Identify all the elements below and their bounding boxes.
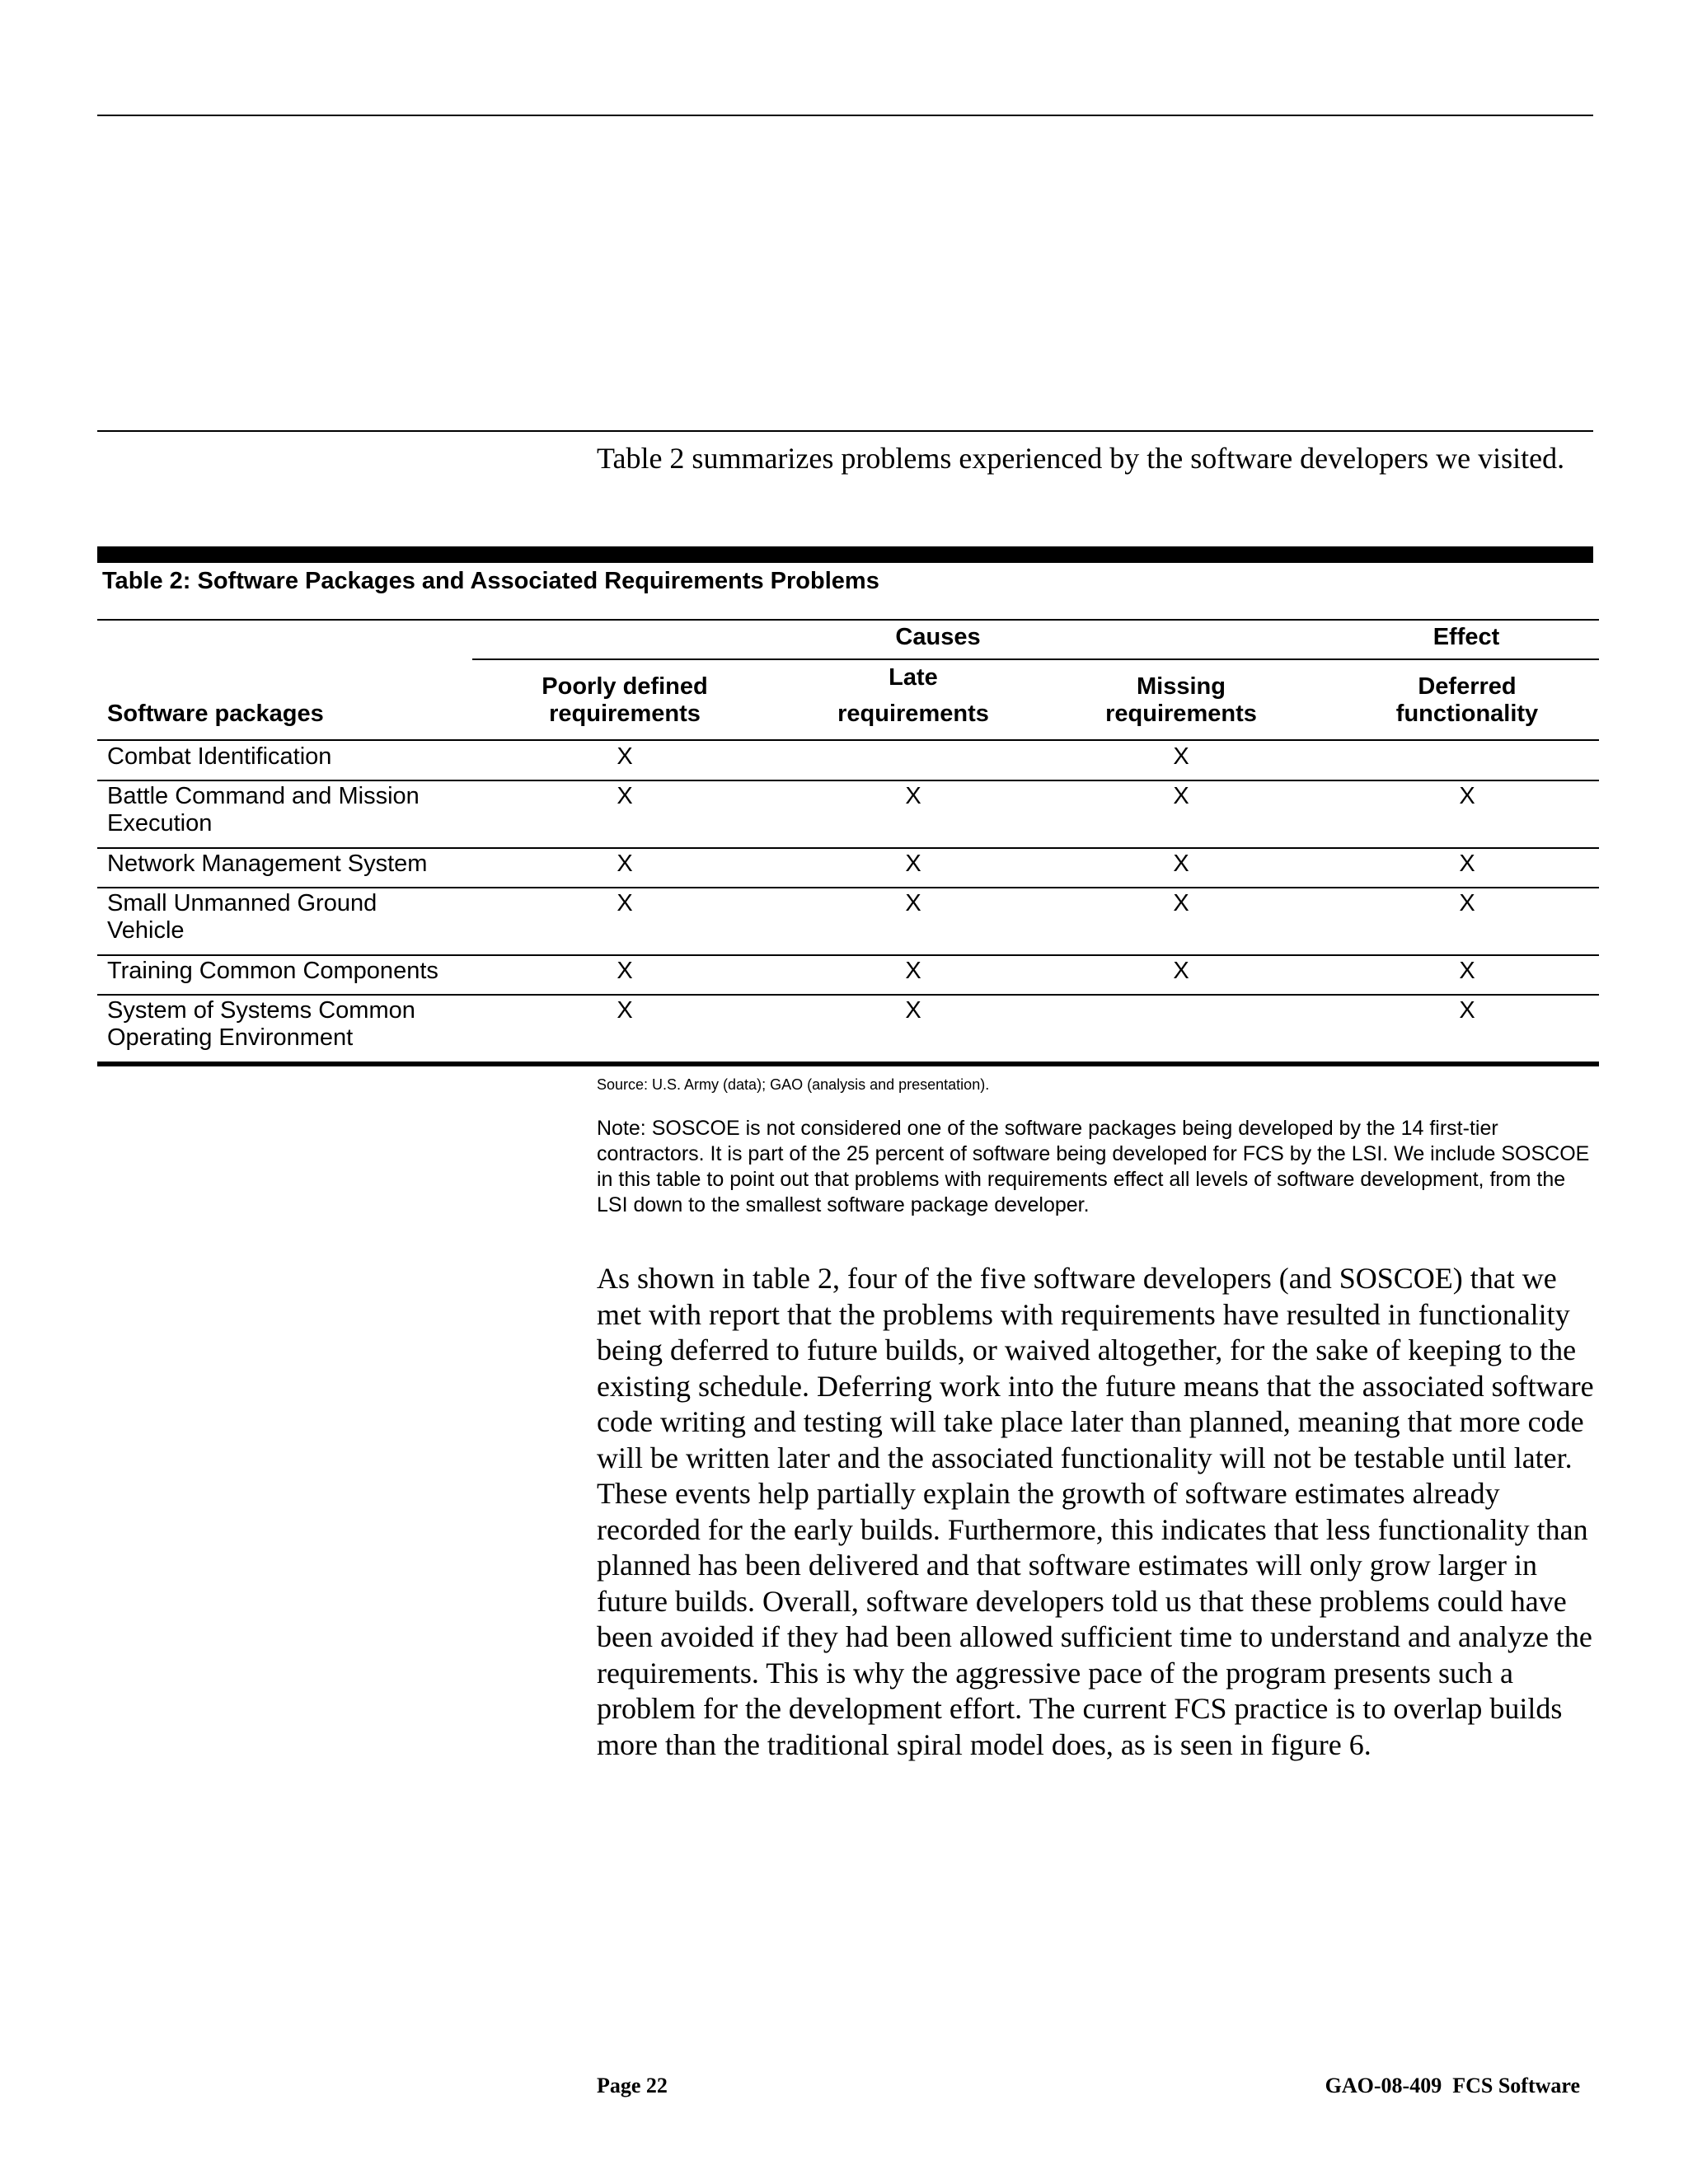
causes-group-rule bbox=[472, 658, 1404, 660]
col-deferred-line2: functionality bbox=[1395, 701, 1539, 727]
header-bottom-rule bbox=[97, 739, 1599, 741]
col-poorly-defined-line1: Poorly defined bbox=[542, 673, 708, 700]
col-late-line1: Late bbox=[889, 664, 938, 691]
table-top-bar bbox=[97, 546, 1593, 563]
cell-deferred: X bbox=[1459, 958, 1475, 984]
table-bottom-rule bbox=[97, 1062, 1599, 1066]
col-late bbox=[814, 664, 1012, 728]
report-id bbox=[1325, 2073, 1580, 2099]
row-name: Combat Identification bbox=[107, 743, 332, 770]
row-name-line2: Vehicle bbox=[107, 917, 185, 944]
cell-missing: X bbox=[1173, 958, 1189, 984]
table-source: Source: U.S. Army (data); GAO (analysis and presentation). bbox=[597, 1076, 990, 1093]
cell-late: X bbox=[905, 851, 921, 877]
cell-deferred: X bbox=[1459, 851, 1475, 877]
cell-late: X bbox=[905, 890, 921, 916]
causes-header: Causes bbox=[895, 624, 981, 650]
row-name: Network Management System bbox=[107, 851, 428, 877]
col-missing bbox=[1082, 673, 1280, 728]
col-deferred bbox=[1368, 673, 1566, 728]
effect-header: Effect bbox=[1432, 624, 1500, 650]
cell-poorly: X bbox=[617, 743, 633, 770]
cell-poorly: X bbox=[617, 958, 633, 984]
report-id-text: GAO-08-409 FCS Software bbox=[1325, 2074, 1580, 2097]
cell-poorly: X bbox=[617, 783, 633, 809]
cell-poorly: X bbox=[617, 997, 633, 1024]
row-name bbox=[107, 783, 420, 837]
row-rule bbox=[97, 954, 1599, 956]
row-rule bbox=[97, 994, 1599, 996]
row-name-line1: Battle Command and Mission bbox=[107, 783, 420, 809]
cell-deferred: X bbox=[1459, 890, 1475, 916]
section-rule bbox=[97, 430, 1593, 432]
col-poorly-defined-line2: requirements bbox=[549, 701, 701, 727]
cell-missing: X bbox=[1173, 890, 1189, 916]
cell-deferred: X bbox=[1459, 997, 1475, 1024]
body-paragraph: As shown in table 2, four of the five software developers (and SOSCOE) that we met with report that the problems with requirements have resulted in functionality being deferred to future builds, or waived altogether, for the sake of keeping to the existing schedule. Deferring work into the future means that the associated software code writing and testing will take place later than planned, meaning that more code will be written later and the associated functionality will not be testable until later. These events help partially explain the growth of software estimates already recorded for the early builds. Furthermore, this indicates that less functionality than planned has been delivered and that software estimates will only grow larger in future builds. Overall, software developers told us that these problems could have been avoided if they had been allowed sufficient time to understand and analyze the requirements. This is why the aggressive pace of the program presents such a problem for the development effort. The current FCS practice is to overlap builds more than the traditional spiral model does, as is seen in figure 6. bbox=[597, 1262, 1594, 1761]
col-missing-line1: Missing bbox=[1137, 673, 1226, 700]
row-rule bbox=[97, 847, 1599, 849]
row-name-line1: Small Unmanned Ground bbox=[107, 890, 377, 916]
cell-late: X bbox=[905, 783, 921, 809]
cell-late: X bbox=[905, 997, 921, 1024]
col-missing-line2: requirements bbox=[1105, 701, 1257, 727]
cell-missing: X bbox=[1173, 851, 1189, 877]
cell-missing: X bbox=[1173, 743, 1189, 770]
col-poorly-defined bbox=[526, 673, 724, 728]
page-number: Page 22 bbox=[597, 2074, 668, 2097]
effect-group-rule bbox=[1334, 658, 1599, 660]
col-software-packages: Software packages bbox=[107, 701, 324, 727]
row-rule bbox=[97, 780, 1599, 781]
cell-missing: X bbox=[1173, 783, 1189, 809]
table-header-rule bbox=[97, 619, 1599, 621]
table-note: Note: SOSCOE is not considered one of the software packages being developed by the 14 first-tier contractors. It is part of the 25 percent of software being developed for FCS by the LSI. We include SOSCOE in this table to point out that problems with requirements effect all levels of software development, from the LSI down to the smallest software package developer. bbox=[597, 1117, 1590, 1216]
row-name: Training Common Components bbox=[107, 958, 438, 984]
table-title: Table 2: Software Packages and Associated Requirements Problems bbox=[102, 568, 879, 594]
cell-deferred: X bbox=[1459, 783, 1475, 809]
row-rule bbox=[97, 887, 1599, 888]
cell-poorly: X bbox=[617, 851, 633, 877]
row-name-line1: System of Systems Common bbox=[107, 997, 415, 1024]
intro-paragraph: Table 2 summarizes problems experienced by the software developers we visited. bbox=[597, 442, 1565, 475]
row-name-line2: Execution bbox=[107, 810, 213, 837]
top-rule bbox=[97, 115, 1593, 116]
col-late-line2: requirements bbox=[837, 701, 989, 727]
row-name-line2: Operating Environment bbox=[107, 1024, 354, 1051]
row-name bbox=[107, 997, 415, 1052]
row-name bbox=[107, 890, 377, 944]
col-deferred-line1: Deferred bbox=[1418, 673, 1517, 700]
cell-late: X bbox=[905, 958, 921, 984]
cell-poorly: X bbox=[617, 890, 633, 916]
